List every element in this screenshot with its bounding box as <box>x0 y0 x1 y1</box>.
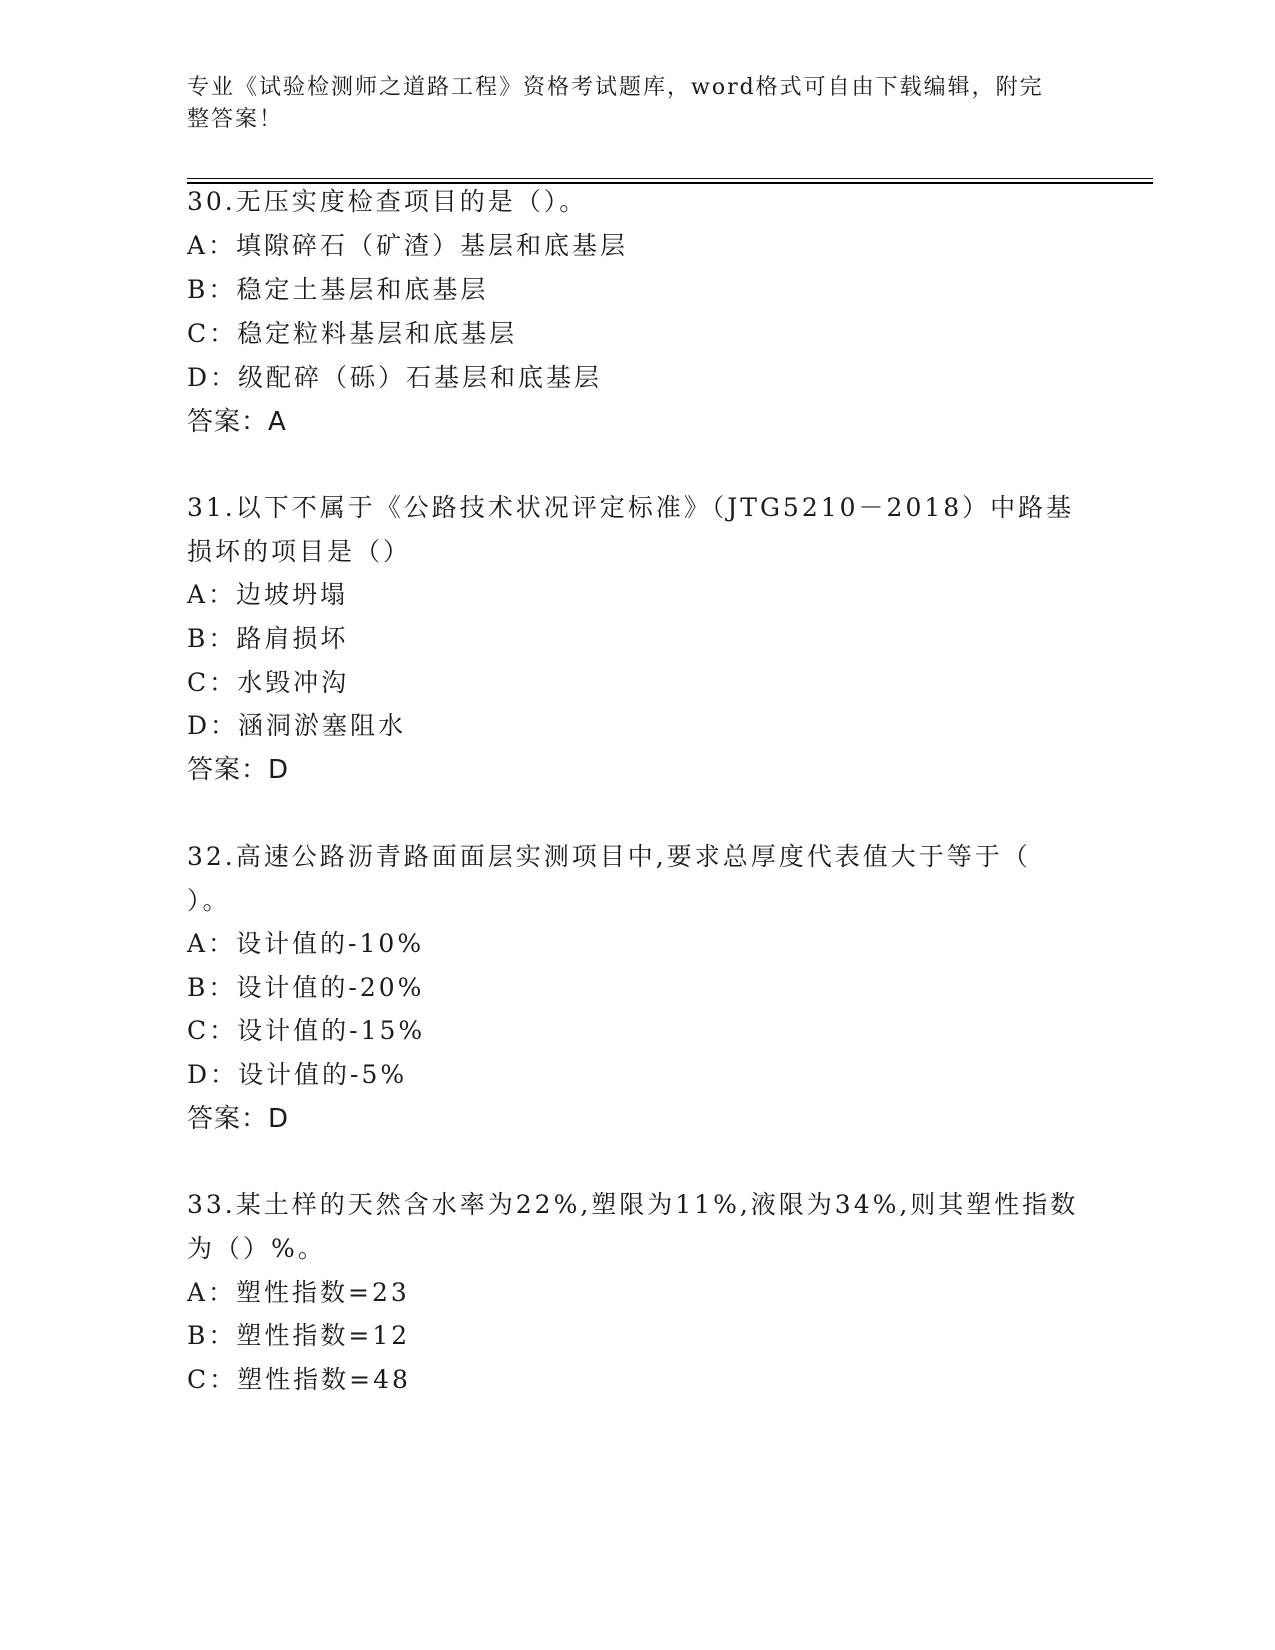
question-30-option-c: C：稳定粒料基层和底基层 <box>187 319 518 348</box>
question-31-stem: 31.以下不属于《公路技术状况评定标准》（JTG5210－2018）中路基 <box>187 493 1075 522</box>
header-line-2: 整答案！ <box>187 107 284 132</box>
question-32-answer: 答案：D <box>187 1104 290 1134</box>
question-33-option-c: C：塑性指数=48 <box>187 1365 411 1394</box>
header-line-1: 专业《试验检测师之道路工程》资格考试题库，word格式可自由下载编辑，附完 <box>187 75 1044 100</box>
question-30-stem: 30.无压实度检查项目的是（）。 <box>187 187 588 216</box>
question-31-stem-cont: 损坏的项目是（） <box>187 537 412 566</box>
question-33-option-a: A：塑性指数=23 <box>187 1278 410 1307</box>
question-31-option-b: B：路肩损坏 <box>187 624 349 653</box>
question-32-stem-cont: ）。 <box>187 886 231 915</box>
question-30-option-b: B：稳定土基层和底基层 <box>187 275 489 304</box>
question-32-stem: 32.高速公路沥青路面面层实测项目中,要求总厚度代表值大于等于（ <box>187 842 1031 871</box>
header-divider-thin <box>187 178 1153 179</box>
question-33-stem-cont: 为（）%。 <box>187 1234 326 1263</box>
document-header <box>187 72 1067 136</box>
question-30-answer: 答案：A <box>187 407 287 437</box>
question-31-option-c: C：水毁冲沟 <box>187 668 350 697</box>
question-32-option-d: D：设计值的-5% <box>187 1060 408 1089</box>
question-31-option-a: A：边坡坍塌 <box>187 580 349 609</box>
header-divider-thick <box>187 182 1153 184</box>
question-32-option-b: B：设计值的-20% <box>187 973 425 1002</box>
question-32-option-a: A：设计值的-10% <box>187 929 425 958</box>
question-32-option-c: C：设计值的-15% <box>187 1016 426 1045</box>
question-31-answer: 答案：D <box>187 755 290 785</box>
question-30-option-a: A：填隙碎石（矿渣）基层和底基层 <box>187 231 629 260</box>
question-33-stem: 33.某土样的天然含水率为22%,塑限为11%,液限为34%,则其塑性指数 <box>187 1190 1079 1219</box>
question-33-option-b: B：塑性指数=12 <box>187 1321 411 1350</box>
question-31-option-d: D：涵洞淤塞阻水 <box>187 711 407 740</box>
question-30-option-d: D：级配碎（砾）石基层和底基层 <box>187 363 603 392</box>
